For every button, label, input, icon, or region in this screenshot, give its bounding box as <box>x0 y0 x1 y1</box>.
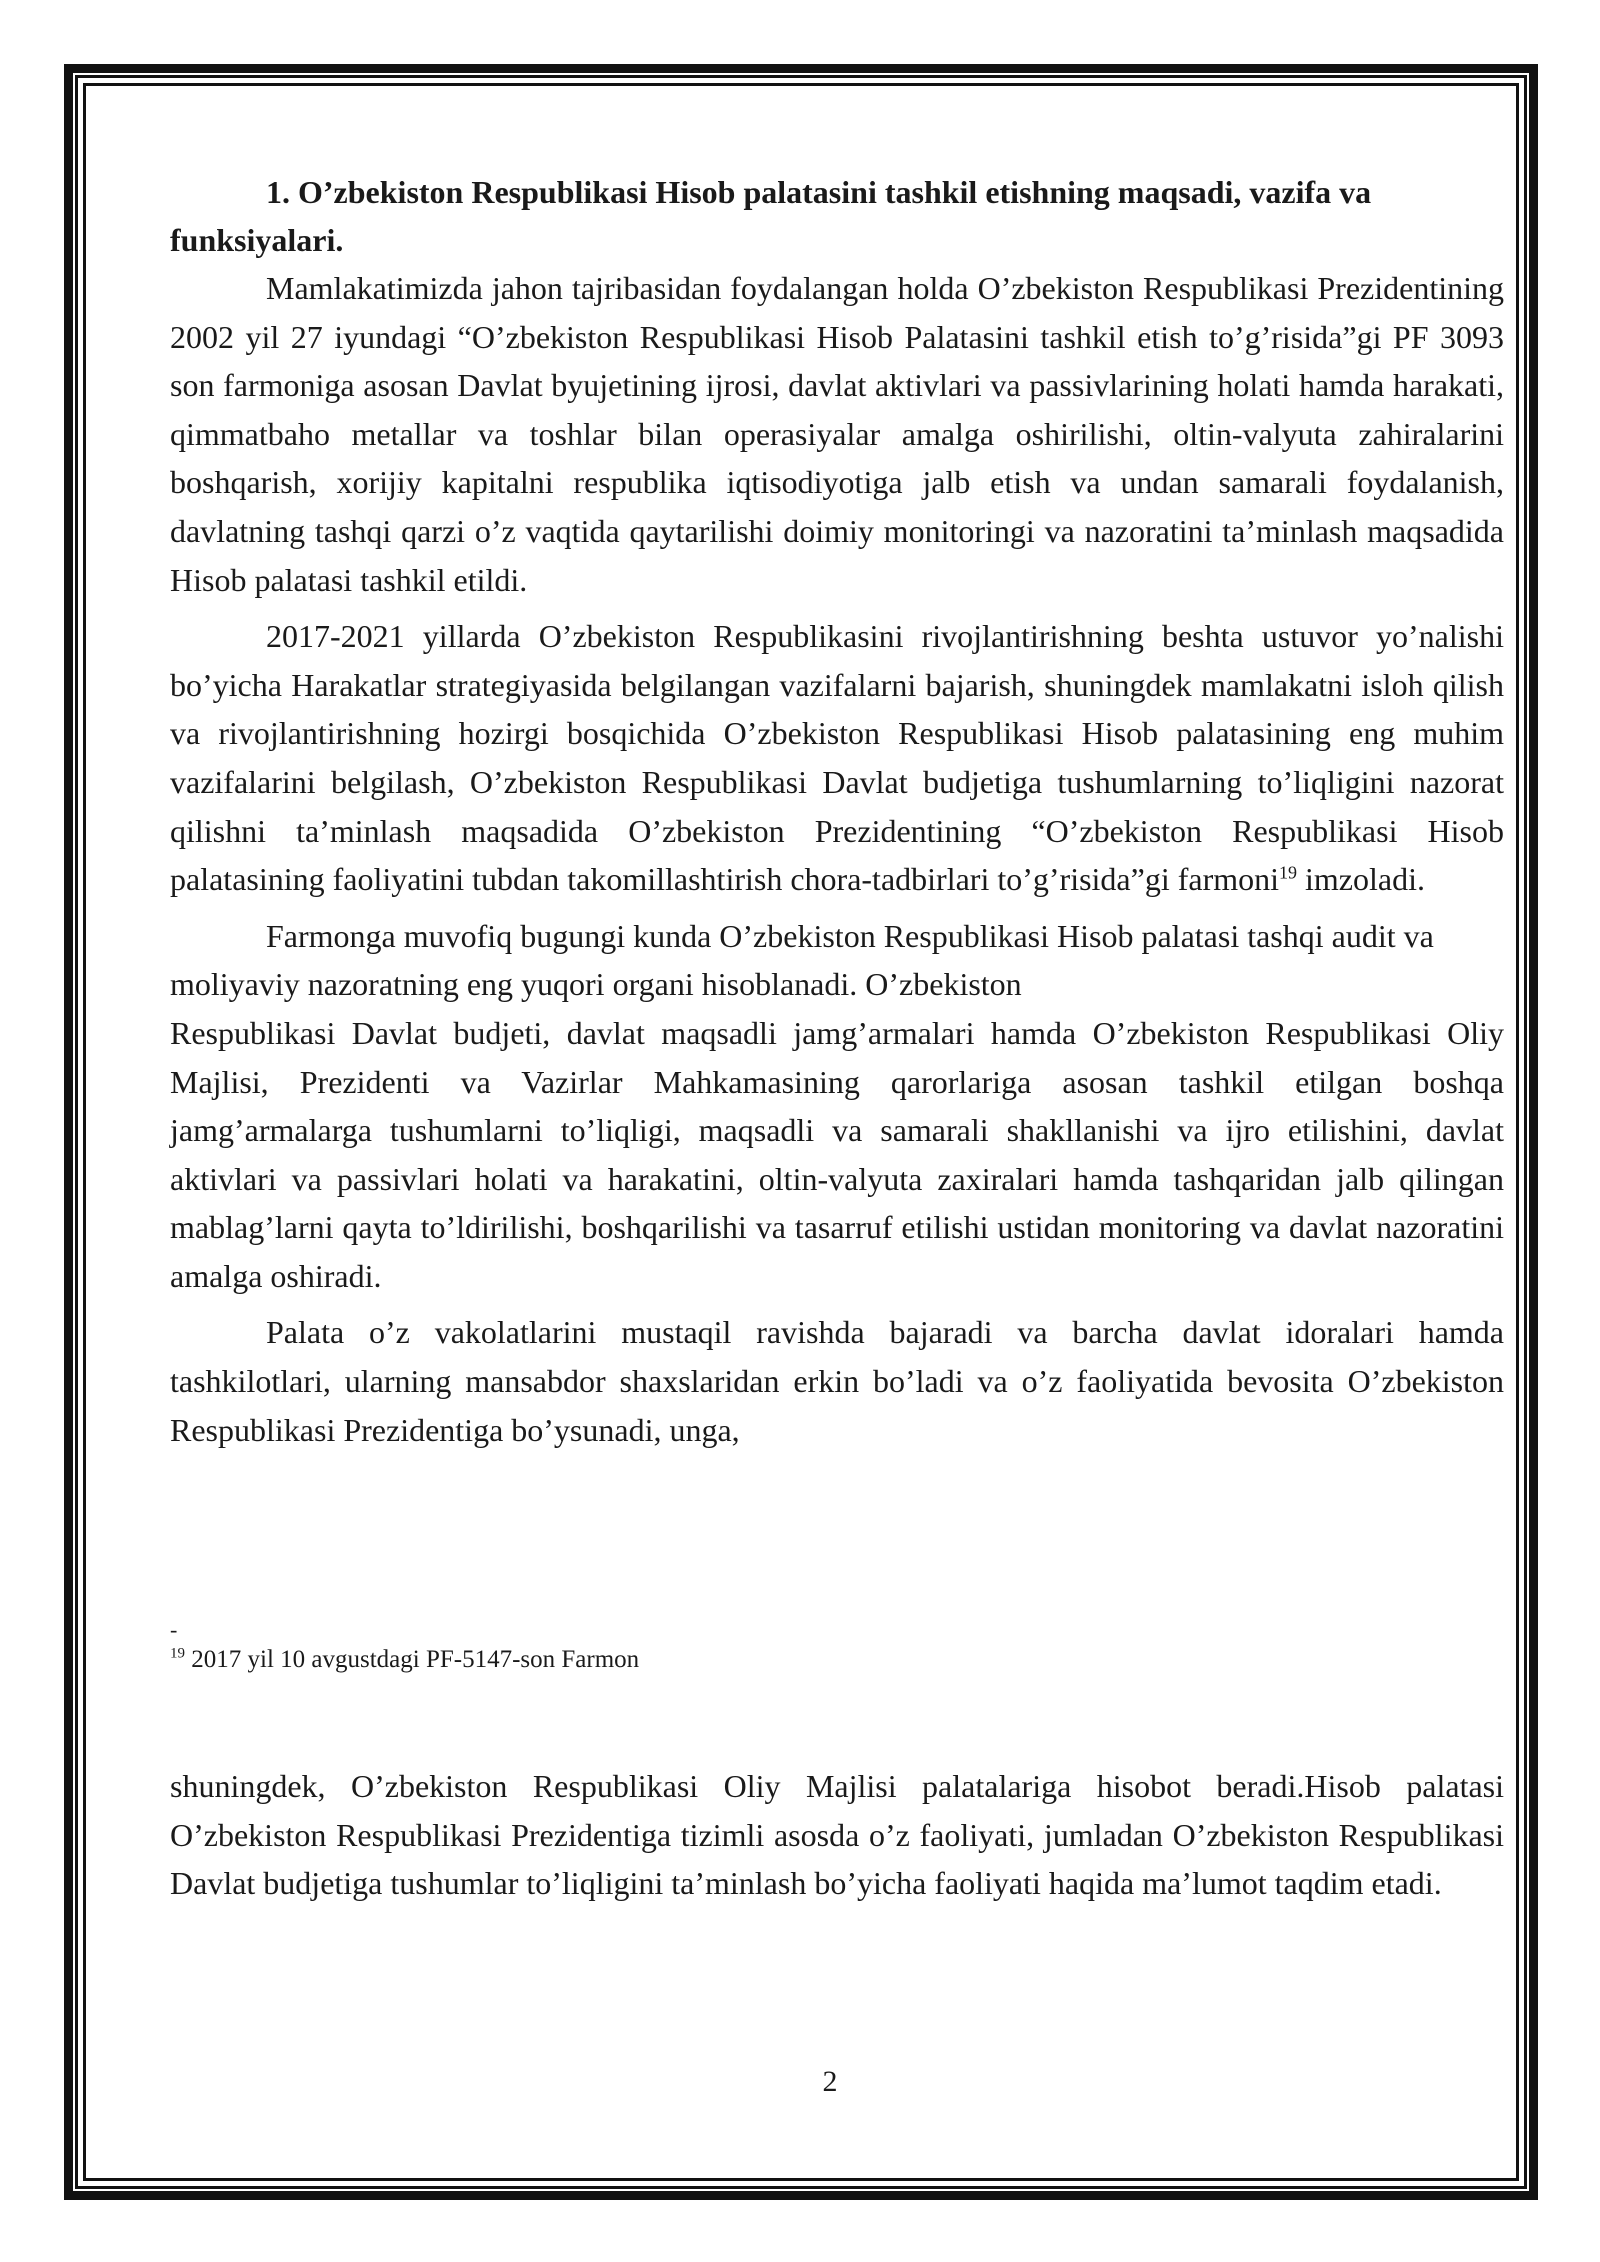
continuation-paragraph: shuningdek, O’zbekiston Respublikasi Oliy Majlisi palatalariga hisobot beradi.Hisob palatasi O’zbekiston Respublikasi Prezidentiga tizimli asosda o’z faoliyati, jumladan O’zbekiston Respublikasi Davlat budjetiga tushumlar to’liqligini ta’minlash bo’yicha faoliyati haqida ma’lumot taqdim etadi. <box>170 1768 1504 1902</box>
section-heading <box>170 168 1504 264</box>
continuation-block <box>170 1762 1504 1916</box>
section-number: 1. <box>266 174 290 210</box>
footnote-section <box>170 1618 1504 1678</box>
footnote-number: 19 <box>170 1645 185 1662</box>
document-body <box>170 160 1504 1462</box>
paragraph-1: Mamlakatimizda jahon tajribasidan foydalangan holda O’zbekiston Respublikasi Prezidentining 2002 yil 27 iyundagi “O’zbekiston Respublikasi Hisob Palatasini tashkil etish to’g’risida”gi PF 3093 son farmoniga asosan Davlat byujetining ijrosi, davlat aktivlari va passivlarining holati hamda harakati, qimmatbaho metallar va toshlar bilan operasiyalar amalga oshirilishi, oltin-valyuta zahiralarini boshqarish, xorijiy kapitalni respublika iqtisodiyotiga jalb etish va undan samarali foydalanish, davlatning tashqi qarzi o’z vaqtida qaytarilishi doimiy monitoringi va nazoratini ta’minlash maqsadida Hisob palatasi tashkil etildi. <box>170 270 1504 598</box>
section-title: O’zbekiston Respublikasi Hisob palatasini tashkil etishning maqsadi, vazifa va funksiyalari. <box>170 174 1372 258</box>
footnote-separator: - <box>170 1617 178 1642</box>
footnote-reference: 19 <box>1279 862 1298 883</box>
paragraph-2-tail: imzoladi. <box>1297 861 1425 898</box>
footnote <box>170 1642 1504 1678</box>
paragraph-2-text: 2017-2021 yillarda O’zbekiston Respublikasini rivojlantirishning beshta ustuvor yo’nalishi bo’yicha Harakatlar strategiyasida belgilangan vazifalarni bajarish, shuningdek mamlakatni isloh qilish va rivojlantirishning hozirgi bosqichida O’zbekiston Respublikasi Hisob palatasining eng muhim vazifalarini belgilash, O’zbekiston Respublikasi Davlat budjetiga tushumlarning to’liqligini nazorat qilishni ta’minlash maqsadida O’zbekiston Prezidentining “O’zbekiston Respublikasi Hisob palatasining faoliyatini tubdan takomillashtirish chora-tadbirlari to’g’risida”gi farmoni <box>170 618 1504 898</box>
footnote-text: 2017 yil 10 avgustdagi PF-5147-son Farmon <box>185 1646 640 1673</box>
paragraph-3-start: Farmonga muvofiq bugungi kunda O’zbekiston Respublikasi Hisob palatasi tashqi audit va moliyaviy nazoratning eng yuqori organi hisoblanadi. O’zbekiston <box>170 917 1434 1003</box>
paragraph-2 <box>170 612 1504 904</box>
paragraph-4: Palata o’z vakolatlarini mustaqil ravishda bajaradi va barcha davlat idoralari hamda tashkilotlari, ularning mansabdor shaxslaridan erkin bo’ladi va o’z faoliyatida bevosita O’zbekiston Respublikasi Prezidentiga bo’ysunadi, unga, <box>170 1314 1504 1448</box>
paragraph-3-continued: Respublikasi Davlat budjeti, davlat maqsadli jamg’armalari hamda O’zbekiston Respublikasi Oliy Majlisi, Prezidenti va Vazirlar Mahkamasining qarorlariga asosan tashkil etilgan boshqa jamg’armalarga tushumlarni to’liqligi, maqsadli va samarali shakllanishi va ijro etilishini, davlat aktivlari va passivlari holati va harakatini, oltin-valyuta zaxiralari hamda tashqaridan jalb qilingan mablag’larni qayta to’ldirilishi, boshqarilishi va tasarruf etilishi ustidan monitoring va davlat nazoratini amalga oshiradi. <box>170 1014 1504 1294</box>
page-number: 2 <box>822 2065 838 2098</box>
